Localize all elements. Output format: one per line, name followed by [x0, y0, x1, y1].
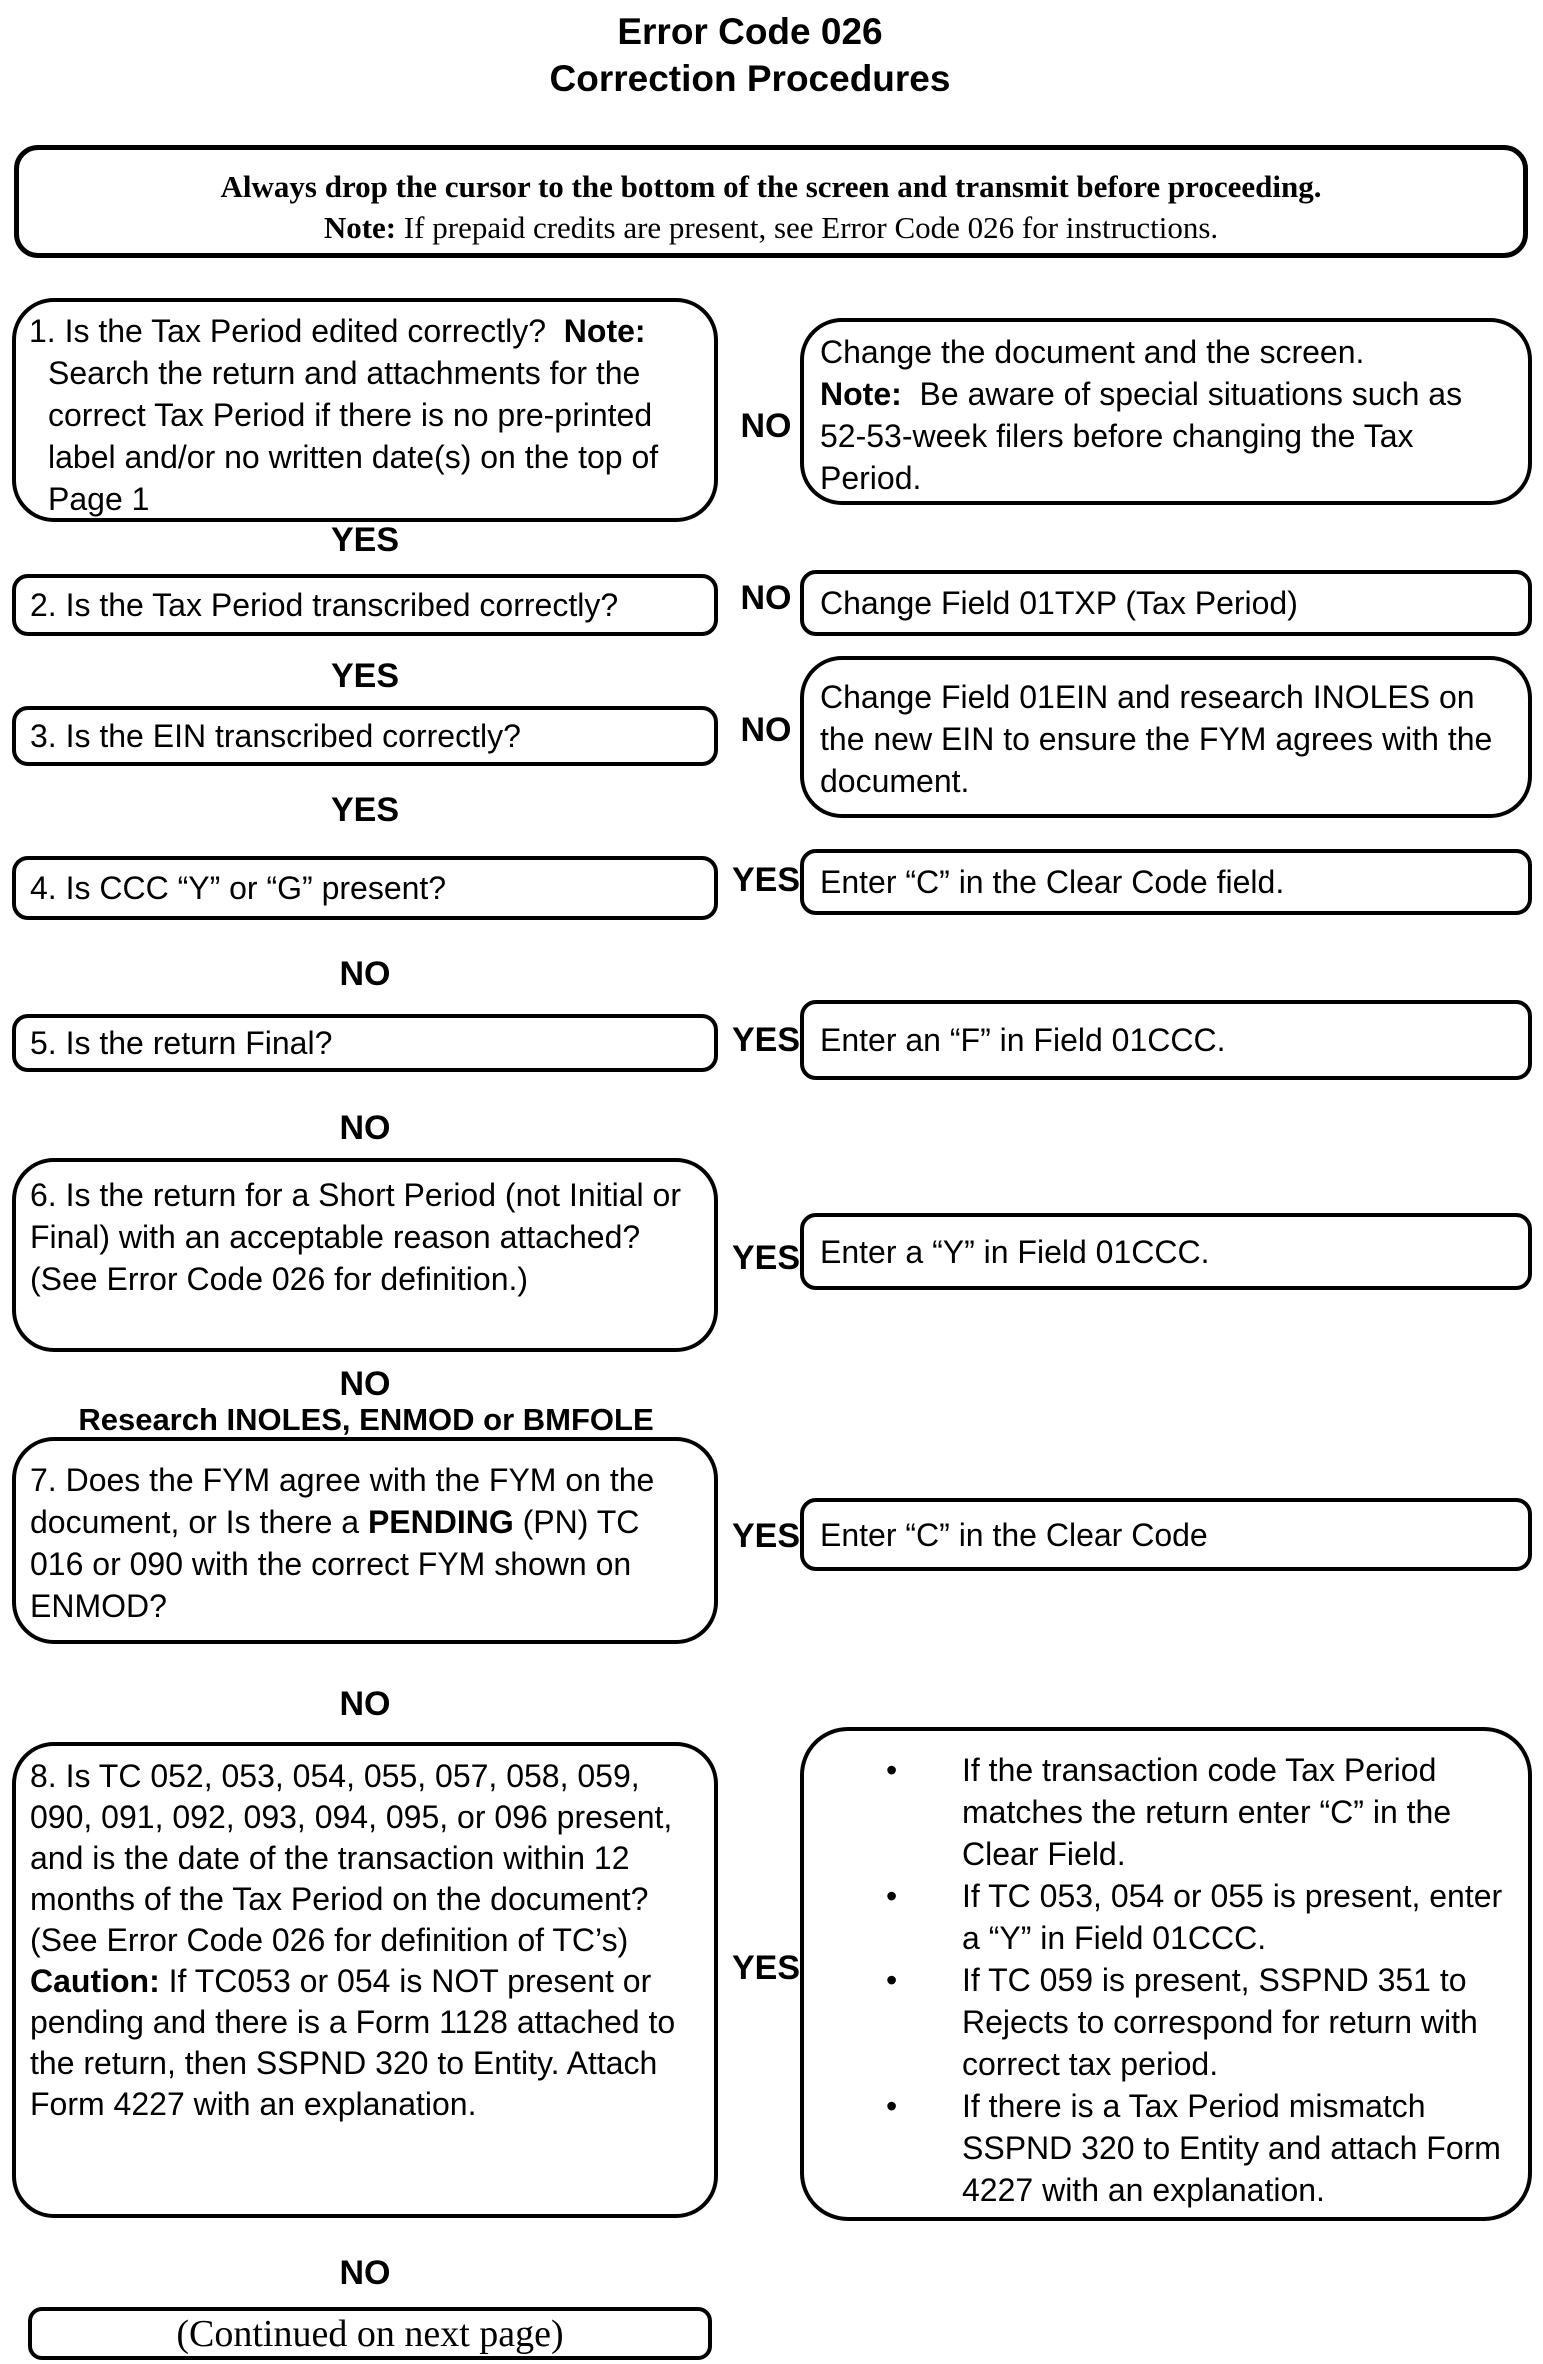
step-8-caution-text: Caution: If TC053 or 054 is NOT present or pending and there is a Form 1128 attached to the return, then SSPND 320 to Entity. Attach Form 4227 with an explanation.	[30, 1963, 685, 2122]
notice-box	[14, 145, 1528, 258]
step-5-below-label: NO	[339, 1109, 391, 1147]
step-1-side-label: NO	[740, 407, 792, 445]
continued-box	[28, 2307, 712, 2360]
step-3-action-text: Change Field 01EIN and research INOLES on the new EIN to ensure the FYM agrees with the document.	[820, 679, 1502, 799]
step-2-side-label: NO	[740, 579, 792, 617]
step-2-action-text: Change Field 01TXP (Tax Period)	[820, 585, 1298, 621]
step-7-side-label: YES	[731, 1517, 801, 1555]
step-8-action-bullet-1: • If the transaction code Tax Period matches the return enter “C” in the Clear Field.	[834, 1749, 1508, 1875]
page-subtitle: Correction Procedures	[549, 58, 951, 99]
step-3-side-label: NO	[740, 711, 792, 749]
step-4-action-box	[800, 849, 1532, 915]
step-1-action-note: Note: Be aware of special situations such as 52-53-week filers before changing the Tax Period.	[820, 376, 1471, 496]
bullet-icon: •	[886, 1878, 898, 1914]
step-2-action-box	[800, 570, 1532, 636]
page-title: Error Code 026	[617, 11, 883, 52]
step-8-action-bullet-2: • If TC 053, 054 or 055 is present, enter a “Y” in Field 01CCC.	[834, 1875, 1508, 1959]
bullet-icon: •	[886, 1962, 898, 1998]
bullet-icon: •	[886, 1752, 898, 1788]
step-8-action-box	[800, 1727, 1532, 2221]
bullet-icon: •	[886, 2088, 898, 2124]
step-8-question-box	[12, 1742, 718, 2218]
step-5-action-box	[800, 1000, 1532, 1080]
step-1-action-line1: Change the document and the screen.	[820, 334, 1365, 370]
step-3-action-box	[800, 656, 1532, 818]
step-1-question-box	[12, 298, 718, 522]
continued-text: (Continued on next page)	[176, 2312, 564, 2355]
step-1-below-label: YES	[330, 521, 400, 559]
step-6-action-text: Enter a “Y” in Field 01CCC.	[820, 1233, 1210, 1270]
step-5-question-box	[12, 1014, 718, 1072]
step-4-question-text: 4. Is CCC “Y” or “G” present?	[30, 870, 447, 906]
step-7-question-text: 7. Does the FYM agree with the FYM on the document, or Is there a PENDING (PN) TC 016 or 090 with the correct FYM shown on ENMOD?	[30, 1462, 664, 1624]
step-8-action-bullet-3: • If TC 059 is present, SSPND 351 to Rejects to correspond for return with correct tax period.	[834, 1959, 1508, 2085]
step-3-below-label: YES	[330, 791, 400, 829]
step-8-question-text: 8. Is TC 052, 053, 054, 055, 057, 058, 059, 090, 091, 092, 093, 094, 095, or 096 present, and is the date of the transaction within 12 months of the Tax Period on the document? (See Error Code 026 for definition of TC’s)	[30, 1758, 682, 1958]
step-6-question-box	[12, 1158, 718, 1352]
step-6-action-box	[800, 1213, 1532, 1290]
step-8-action-bullet-4: • If there is a Tax Period mismatch SSPND 320 to Entity and attach Form 4227 with an explanation.	[834, 2085, 1508, 2211]
step-4-question-box	[12, 856, 718, 920]
step-1-question-text: 1. Is the Tax Period edited correctly? Note: Search the return and attachments for the correct Tax Period if there is no pre-printed label and/or no written date(s) on the top of Page 1	[29, 313, 668, 517]
step-8-below-label: NO	[339, 2254, 391, 2292]
notice-line2: Note: If prepaid credits are present, see Error Code 026 for instructions.	[323, 210, 1219, 245]
step-2-below-label: YES	[330, 657, 400, 695]
step-2-question-box	[12, 574, 718, 636]
step-8-side-label: YES	[731, 1949, 801, 1987]
step-6-side-label: YES	[731, 1239, 801, 1277]
step-7-action-box	[800, 1498, 1532, 1571]
step-5-question-text: 5. Is the return Final?	[30, 1025, 333, 1061]
step-7-action-text: Enter “C” in the Clear Code	[820, 1516, 1208, 1553]
notice-line1: Always drop the cursor to the bottom of the screen and transmit before proceeding.	[220, 169, 1322, 204]
step-3-question-box	[12, 706, 718, 766]
step-7-below-label: NO	[339, 1685, 391, 1723]
step-5-side-label: YES	[731, 1021, 801, 1059]
step-6-below-label: NO	[339, 1365, 391, 1403]
step-1-action-box	[800, 318, 1532, 505]
step-5-action-text: Enter an “F” in Field 01CCC.	[820, 1022, 1226, 1058]
step-7-question-box	[12, 1437, 718, 1644]
step-2-question-text: 2. Is the Tax Period transcribed correctly?	[30, 587, 619, 623]
step-4-side-label: YES	[731, 861, 801, 899]
step-3-question-text: 3. Is the EIN transcribed correctly?	[30, 718, 521, 754]
research-instruction: Research INOLES, ENMOD or BMFOLE	[78, 1402, 654, 1437]
step-4-action-text: Enter “C” in the Clear Code field.	[820, 864, 1285, 900]
step-6-question-text: 6. Is the return for a Short Period (not Initial or Final) with an acceptable reason attached? (See Error Code 026 for definition.)	[30, 1177, 690, 1297]
step-4-below-label: NO	[339, 955, 391, 993]
